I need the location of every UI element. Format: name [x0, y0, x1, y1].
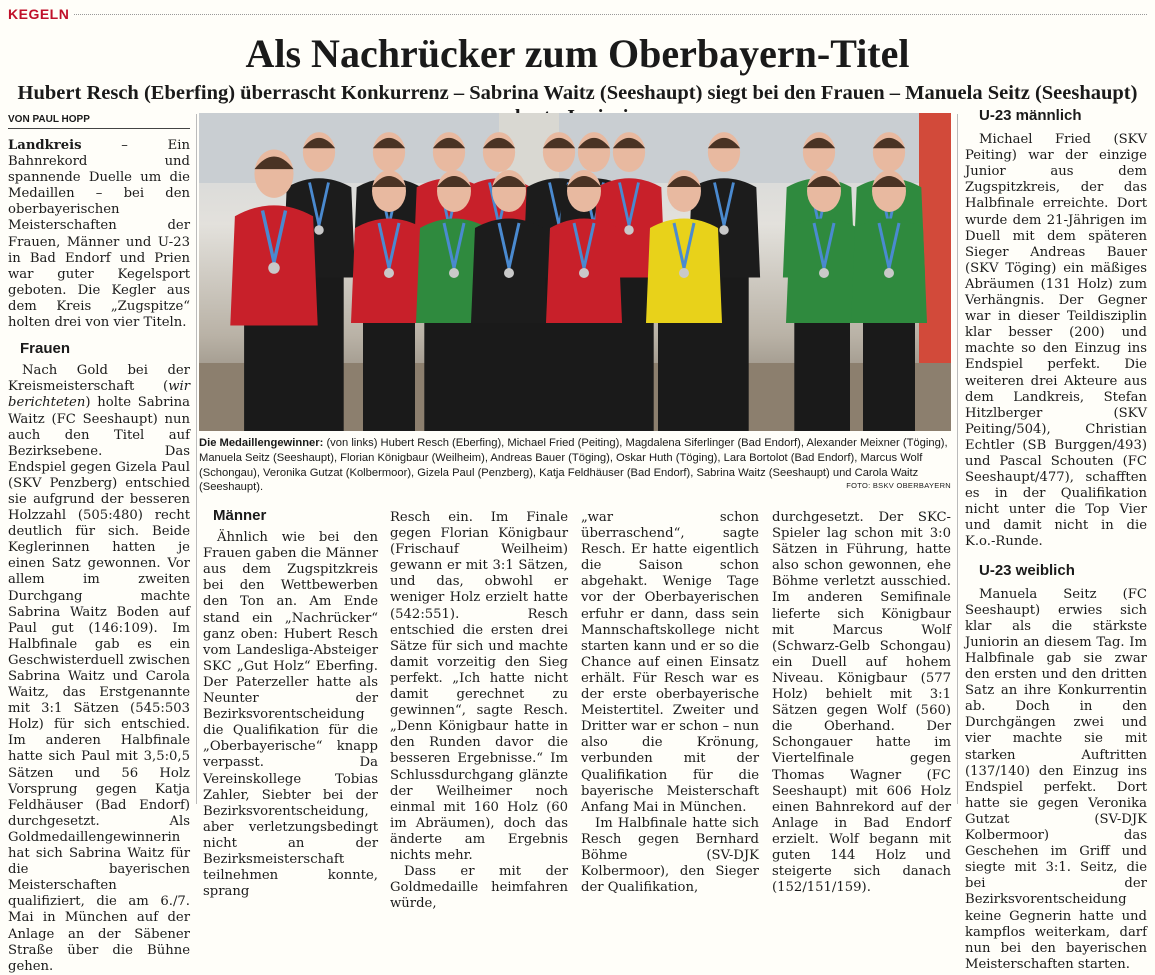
paragraph: Im Halbfinale hatte sich Resch gegen Bernhard Böhme (SV-DJK Kolbermoor), den Sieger der Qualifikation, — [581, 815, 759, 896]
section-heading-frauen: Frauen — [20, 340, 71, 358]
byline: VON PAUL HOPP — [8, 114, 190, 129]
paragraph: Manuela Seitz (FC Seeshaupt) erwies sich klar als die stärkste Juniorin an diesem Tag. Im Halbfinale gab sie zwar den ersten und den dritten Satz an ihre Konkurrentin ab. Doch in den Durchgängen zwei und vier machte sie mit starken Auftritten (137/140) den Einzug ins Endspiel perfekt. Dort hatte sie gegen Veronika Gutzat (SV-DJK Kolbermoor) das Geschehen im Griff und siegte mit 3:1. Seitz, die bei der Bezirksvorentscheidung keine Gegnerin hatte und kampflos weiterkam, darf nun bei den bayerischen Meisterschaften starten. — [965, 586, 1147, 972]
column-rule — [957, 114, 958, 804]
article-headline: Als Nachrücker zum Oberbayern-Titel — [245, 31, 910, 76]
paragraph: durchgesetzt. Der SKC-Spieler lag schon mit 3:0 Sätzen in Führung, hatte also schon gewonnen, ehe Böhme verletzt ausschied. Im anderen Semifinale lieferte sich Königbaur mit Marcus Wolf (Schwarz-Gelb Schongau) ein Duell auf hohem Niveau. Königbaur (577 Holz) behielt mit 3:1 Sätzen gegen Wolf (560) die Oberhand. Der Schongauer hatte im Viertelfinale gegen Thomas Wagner (FC Seeshaupt) mit 606 Holz einen Bahnrekord auf der Anlage in Bad Endorf erzielt. Wolf begann mit guten 144 Holz und steigerte sich danach (152/151/159). — [772, 510, 951, 896]
column-3 — [390, 510, 568, 912]
intro-paragraph — [8, 138, 190, 331]
caption-text: (von links) Hubert Resch (Eberfing), Michael Fried (Peiting), Magdalena Siferlinger (Bad Endorf), Alexander Meixner (Töging), Manuela Seitz (Seeshaupt), Florian Königbaur (Weilheim), Andreas Bauer (Töging), Oskar Huth (Töging), Lara Bortolot (Bad Endorf), Marcus Wolf (Schongau), Veronika Gutzat (Kolbermoor), Gizela Paul (Penzberg), Katja Feldhäuser (Bad Endorf), Sabrina Waitz (Seeshaupt) und Carola Waitz (Seeshaupt). — [199, 437, 948, 494]
section-heading-u23-weiblich: U-23 weiblich — [979, 561, 1075, 579]
section-heading-maenner: Männer — [213, 507, 267, 524]
dateline: Landkreis — [8, 138, 82, 153]
paragraph: Ähnlich wie bei den Frauen gaben die Männer aus dem Zugspitzkreis bei den Wettbewerben den Ton an. Am Ende stand ein „Nachrücker“ ganz oben: Hubert Resch vom Landesliga-Absteiger SKC „Gut Holz“ Eberfing. Der Paterzeller hatte als Neunter der Bezirksvorentscheidung die Qualifikation für die „Oberbayerische“ knapp verpasst. Da Vereinskollege Tobias Zahler, Siebter bei der Bezirksvorentscheidung, aber verletzungsbedingt nicht an der Bezirksmeisterschaft teilnehmen konnte, sprang — [203, 530, 378, 900]
intro-text: – Ein Bahnrekord und spannende Duelle um die Medaillen – bei den oberbayerischen Meisterschaften der Frauen, Männer und U-23 in Bad Endorf und Prien war guter Kegelsport geboten. Die Kegler aus dem Kreis „Zugspitze“ holten drei von vier Titeln. — [8, 138, 190, 331]
article-subheadline: Hubert Resch (Eberfing) überrascht Konkurrenz – Sabrina Waitz (Seeshaupt) siegt bei den Frauen – Manuela Seitz (Seeshaupt) — [17, 82, 1138, 104]
medal-winners-photo — [199, 113, 951, 431]
caption-lead: Die Medaillengewinner: — [199, 437, 324, 449]
paragraph: Michael Fried (SKV Peiting) war der einzige Junior aus dem Zugspitzkreis, der das Halbfinale erreichte. Dort wurde dem 21-Jährigen im Duell mit dem späteren Sieger Andreas Bauer (SKV Töging) ein mäßiges Abräumen (131 Holz) zum Verhängnis. Der Gegner war in dieser Teildisziplin klar besser (200) und machte so den Einzug ins Endspiel perfekt. Die weiteren drei Akteure aus dem Landkreis, Stefan Hitzlberger (SKV Peiting/504), Christian Echtler (SB Burggen/493) und Pascal Schouten (FC Seeshaupt/477), schafften es in der Qualifikation nicht unter die Top Vier und damit nicht in die K.o.-Runde. — [965, 132, 1147, 550]
column-6 — [965, 104, 1147, 973]
italic-note: wir berichteten — [8, 379, 190, 411]
paragraph: „war schon überraschend“, sagte Resch. Er hatte eigentlich die Saison schon abgehakt. Wenige Tage vor der Oberbayerischen erfuhr er dann, dass sein Mannschaftskollege nicht starten kann und er so die Chance auf einen Einsatz erhält. Für Resch war es der erste oberbayerische Meistertitel. Zweiter und Dritter war er schon – nun also die Krönung, verbunden mit der Qualifikation für die bayerische Meisterschaft Anfang Mai in München. — [581, 510, 759, 815]
paragraph: Resch ein. Im Finale gegen Florian Königbaur (Frischauf Weilheim) gewann er mit 3:1 Sätzen, und das, obwohl er weniger Holz erzielt hatte (542:551). Resch entschied die ersten drei Sätze für sich und machte damit vorzeitig den Sieg perfekt. „Ich hatte nicht damit gerechnet zu gewinnen“, sagte Resch. „Denn Königbaur hatte in den Runden davor die besseren Ergebnisse.“ Im Schlussdurchgang glänzte der Weilheimer noch einmal mit 160 Holz (60 im Abräumen), doch das änderte am Ergebnis nichts mehr. — [390, 510, 568, 863]
paragraph: Nach Gold bei der Kreismeisterschaft (wir berichteten) holte Sabrina Waitz (FC Seeshaupt) nun auch den Titel auf Bezirksebene. Das Endspiel gegen Gizela Paul (SKV Penzberg) entschied sie aufgrund der besseren Holzzahl (505:480) recht deutlich für sich. Beide Keglerinnen hatten je einen Satz gewonnen. Vor allem im zweiten Durchgang machte Sabrina Waitz Boden auf Paul gut (146:109). Im Halbfinale gab es ein Geschwisterduell zwischen Sabrina Waitz und Carola Waitz, das Erstgenannte mit 3:1 Sätzen (545:503 Holz) für sich entschied. Im anderen Halbfinale hatte sich Paul mit 3,5:0,5 Sätzen und 56 Holz Vorsprung gegen Katja Feldhäuser (Bad Endorf) durchgesetzt. Als Goldmedaillengewinnerin hat sich Sabrina Waitz für die bayerischen Meisterschaften qualifiziert, die am 6./7. Mai in München auf der Anlage an der Säbener Straße über die Bühne gehen. — [8, 363, 191, 974]
column-2 — [203, 504, 378, 900]
column-1 — [8, 138, 190, 975]
rubric-divider — [74, 14, 1147, 15]
column-5 — [772, 510, 951, 896]
photo-credit: FOTO: BSKV OBERBAYERN — [846, 481, 951, 491]
photo-caption — [199, 436, 951, 495]
section-heading-u23-maennlich: U-23 männlich — [979, 107, 1082, 124]
section-rubric: KEGELN — [8, 6, 70, 22]
team-photo — [199, 113, 951, 431]
column-rule — [196, 114, 197, 804]
paragraph: Dass er mit der Goldmedaille heimfahren würde, — [390, 864, 568, 912]
column-4 — [581, 510, 759, 896]
